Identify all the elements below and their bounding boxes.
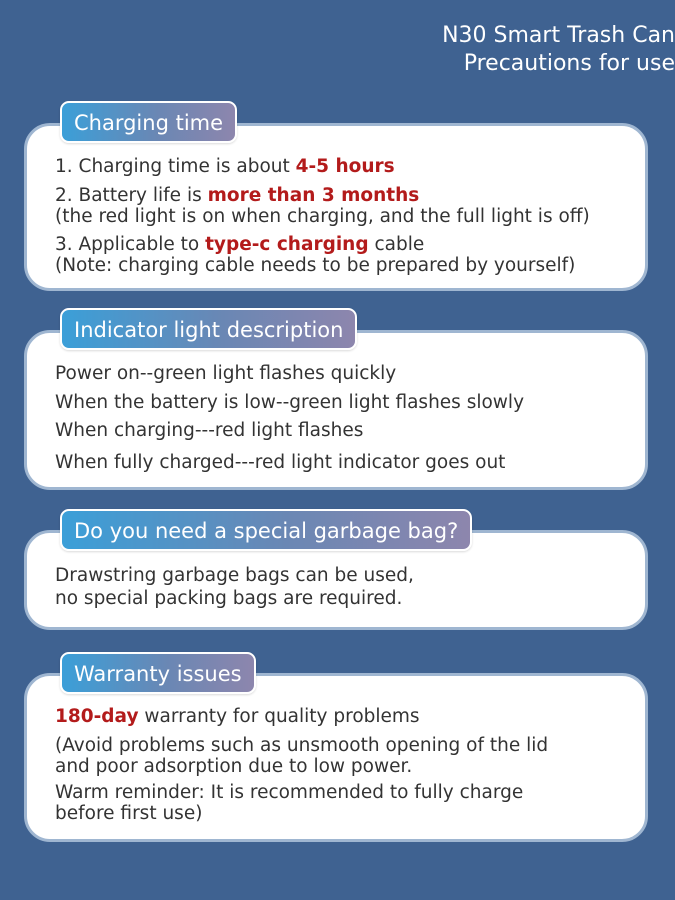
- indicator-line-1: Power on--green light flashes quickly: [55, 363, 397, 384]
- garbage-bag-line-1: Drawstring garbage bags can be used,: [55, 565, 414, 586]
- page-header: [255, 22, 675, 78]
- charging-line-3: (the red light is on when charging, and the full light is off): [55, 206, 590, 227]
- indicator-line-2: When the battery is low--green light flashes slowly: [55, 392, 525, 413]
- charging-line-2: 2. Battery life is more than 3 months: [55, 185, 420, 206]
- warranty-line-4: Warm reminder: It is recommended to fully charge: [55, 782, 524, 803]
- indicator-light-card: [24, 330, 648, 490]
- product-title: N30 Smart Trash Can: [442, 23, 675, 48]
- page-subtitle: Precautions for use: [463, 51, 675, 76]
- warranty-line-3: and poor adsorption due to low power.: [55, 756, 413, 777]
- section-title-charging-time: Charging time: [60, 101, 237, 143]
- section-title-garbage-bag: Do you need a special garbage bag?: [60, 509, 472, 551]
- charging-time-card: [24, 123, 648, 291]
- garbage-bag-line-2: no special packing bags are required.: [55, 588, 403, 609]
- indicator-line-3: When charging---red light flashes: [55, 420, 364, 441]
- section-title-warranty: Warranty issues: [60, 652, 256, 694]
- charging-line-4: 3. Applicable to type-c charging cable: [55, 234, 425, 255]
- section-title-indicator-light: Indicator light description: [60, 308, 357, 350]
- warranty-line-5: before first use): [55, 803, 203, 824]
- charging-line-1: 1. Charging time is about 4-5 hours: [55, 156, 395, 177]
- warranty-line-2: (Avoid problems such as unsmooth opening of the lid: [55, 735, 549, 756]
- indicator-line-4: When fully charged---red light indicator goes out: [55, 452, 506, 473]
- warranty-card: [24, 673, 648, 842]
- warranty-line-1: 180-day warranty for quality problems: [55, 706, 420, 727]
- charging-line-5: (Note: charging cable needs to be prepared by yourself): [55, 255, 576, 276]
